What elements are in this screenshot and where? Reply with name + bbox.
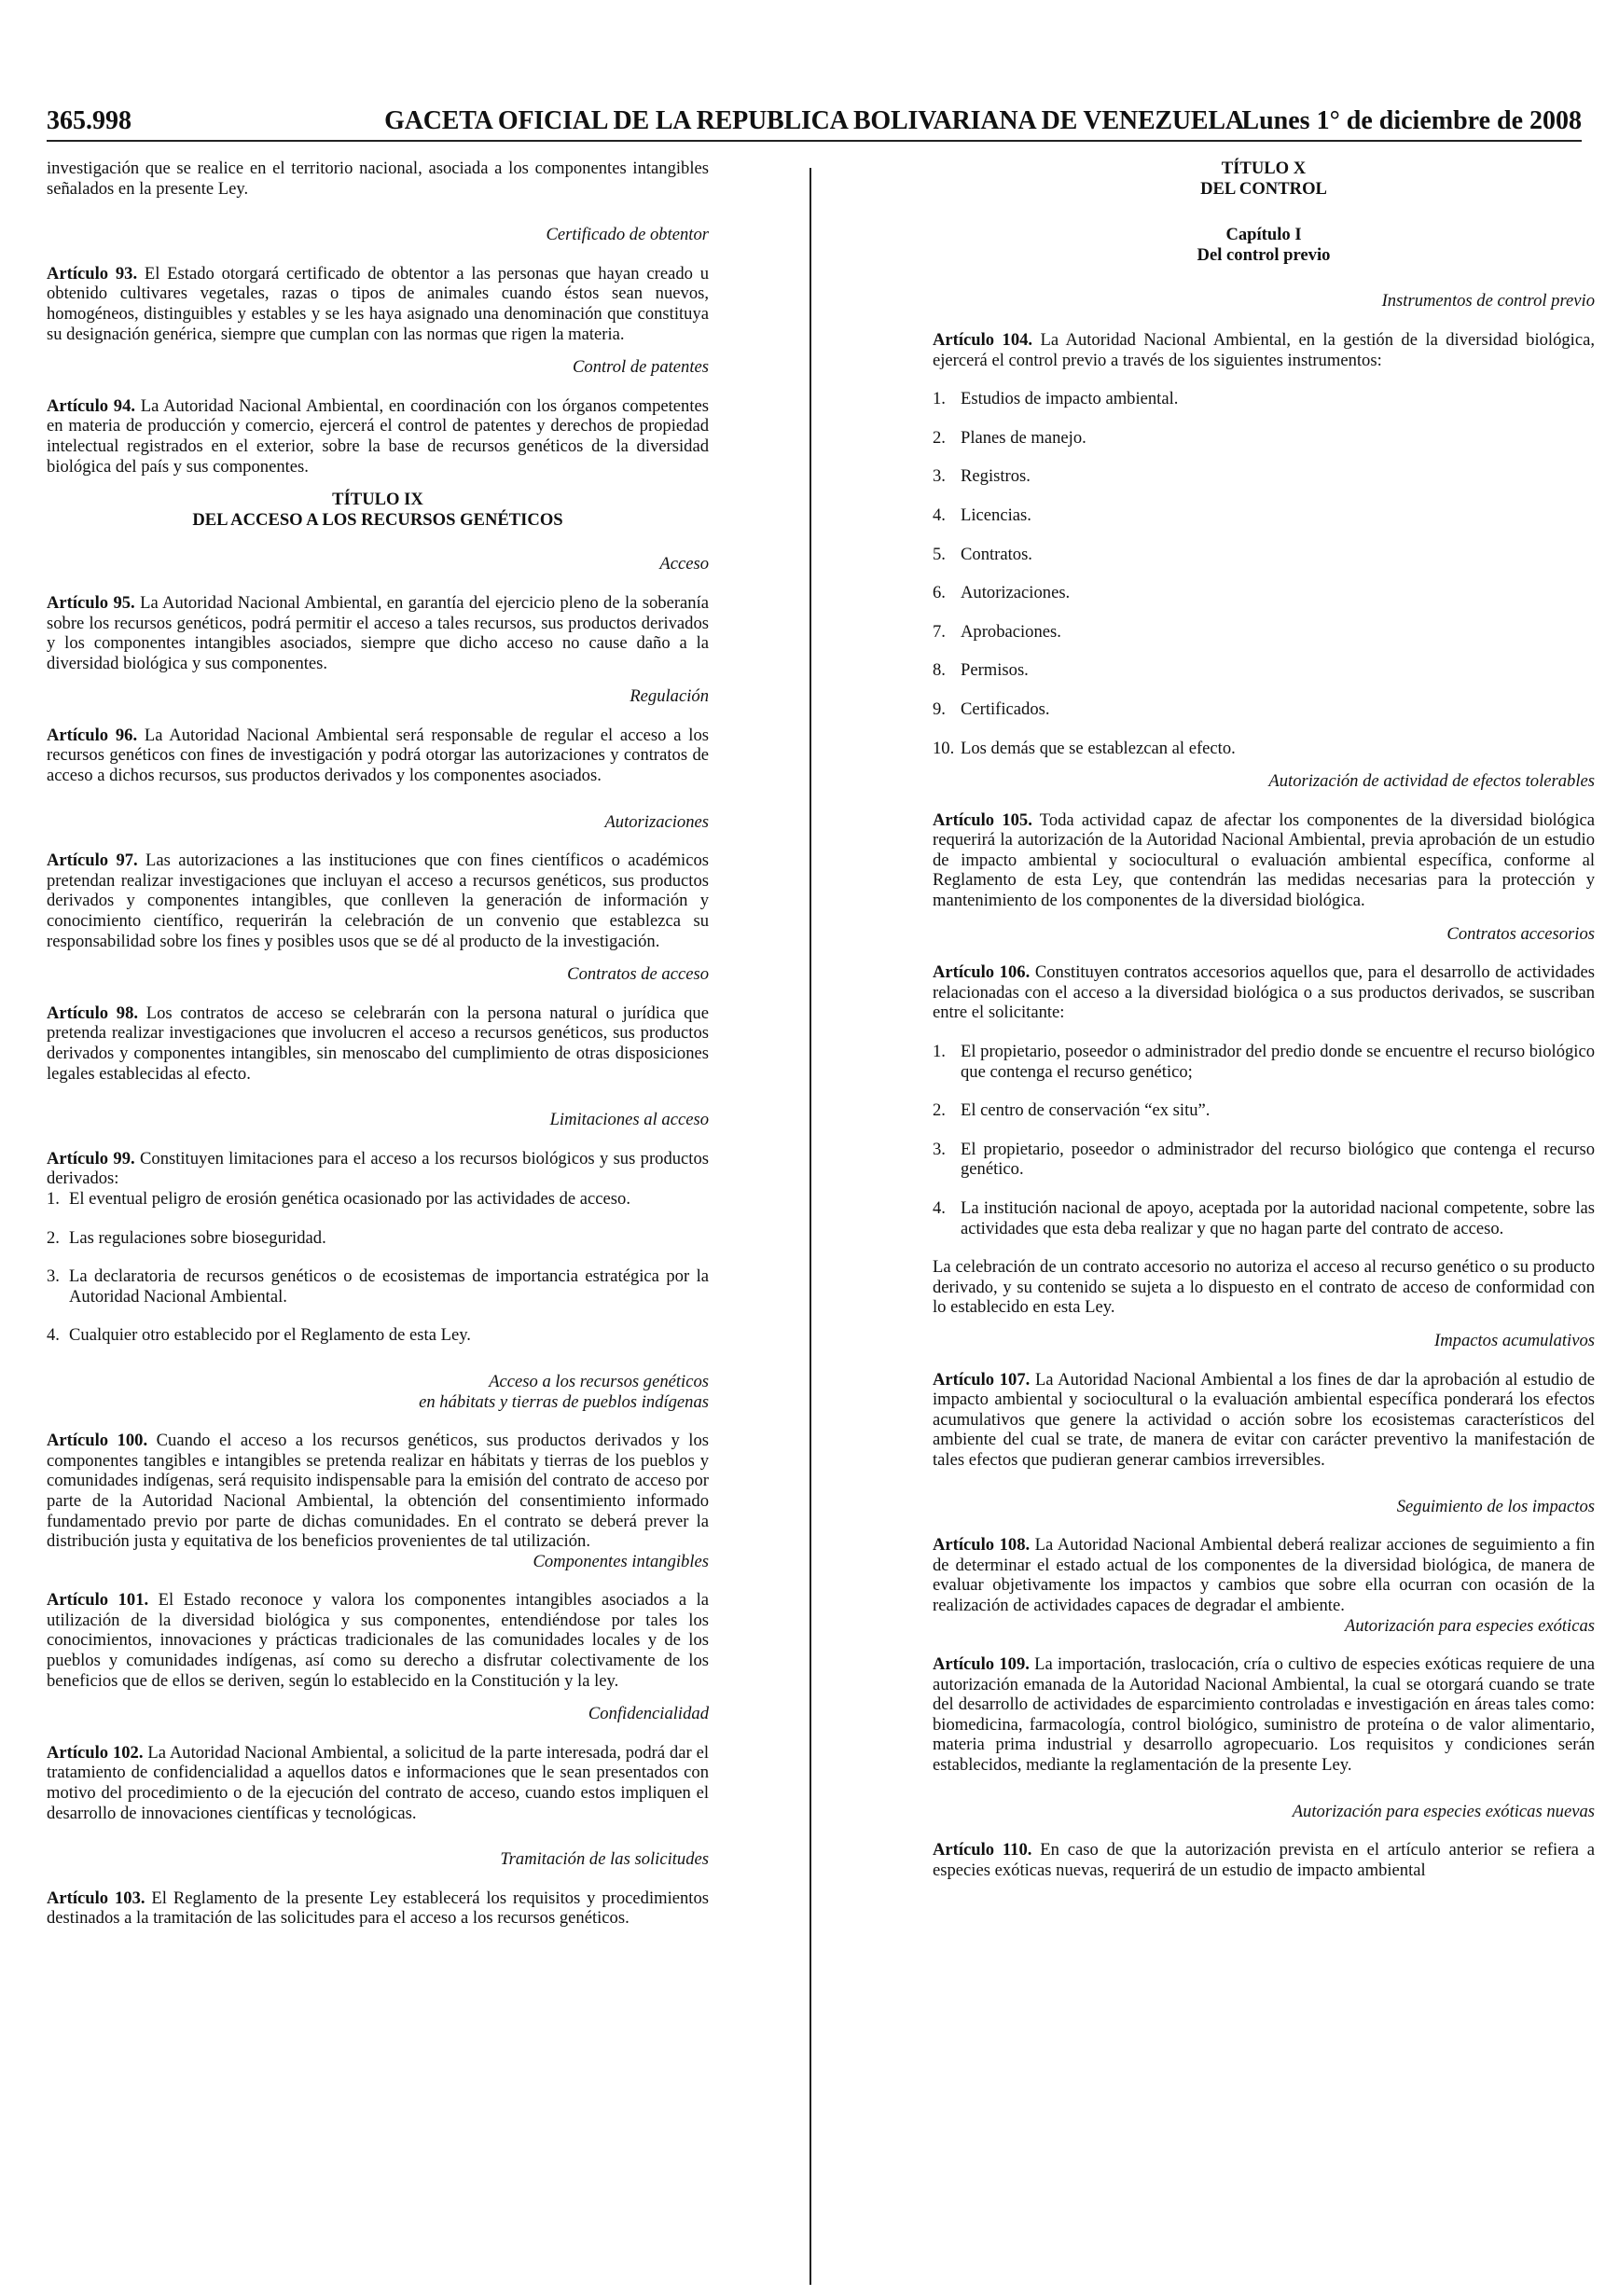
titulo-ix: TÍTULO IX xyxy=(332,490,423,510)
article-102-label: Artículo 102. xyxy=(47,1742,144,1763)
list-item-text: Cualquier otro establecido por el Reglamento de esta Ley. xyxy=(69,1325,471,1346)
article-99-text: Constituyen limitaciones para el acceso a los recursos biológicos y sus productos derivados: xyxy=(47,1148,709,1189)
article-108-text: La Autoridad Nacional Ambiental deberá realizar acciones de seguimiento a fin de determinar el estado actual de los componentes de la diversidad biológica, de manera de evaluar objetivamente los impactos y cambios que sobre ella ocurran con ocasión de la realización de actividades capaces de degradar el ambiente. xyxy=(933,1535,1595,1615)
heading-art-96: Regulación xyxy=(630,686,709,707)
list-item xyxy=(933,583,1595,603)
list-item-number: 9. xyxy=(933,698,946,719)
list-item-number: 7. xyxy=(933,621,946,642)
list-item-text: El eventual peligro de erosión genética ocasionado por las actividades de acceso. xyxy=(69,1188,630,1209)
list-item xyxy=(933,505,1595,526)
article-97-text: Las autorizaciones a las instituciones que con fines científicos o académicos pretendan realizar investigaciones que incluyan el acceso a recursos genéticos, sus productos derivados y componentes intangibles, que conlleven la generación de información y conocimiento científico, requerirán la celebración de un convenio que establezca su responsabilidad sobre los fines y posibles usos que se dé al producto de la investigación. xyxy=(47,851,709,951)
article-110-label: Artículo 110. xyxy=(933,1840,1032,1860)
heading-art-108: Seguimiento de los impactos xyxy=(1396,1496,1595,1516)
article-107 xyxy=(933,1370,1595,1471)
right-column xyxy=(933,159,1595,1880)
article-96-text: La Autoridad Nacional Ambiental será responsable de regular el acceso a los recursos genéticos con fines de investigación y podrá otorgar las autorizaciones y contratos de acceso a dichos recursos, sus productos derivados y los componentes asociados. xyxy=(47,725,709,786)
list-item-text: Licencias. xyxy=(961,505,1031,525)
list-item-text: Aprobaciones. xyxy=(961,621,1061,642)
list-item xyxy=(933,622,1595,643)
article-110 xyxy=(933,1840,1595,1880)
article-98-label: Artículo 98. xyxy=(47,1003,139,1023)
article-108-label: Artículo 108. xyxy=(933,1535,1031,1556)
list-item-text: El centro de conservación “ex situ”. xyxy=(961,1100,1211,1121)
article-108 xyxy=(933,1535,1595,1615)
list-item-text: Certificados. xyxy=(961,698,1050,719)
article-93-label: Artículo 93. xyxy=(47,263,138,284)
list-item xyxy=(933,1198,1595,1238)
left-column xyxy=(47,159,709,1929)
article-103 xyxy=(47,1888,709,1929)
list-item xyxy=(47,1266,709,1307)
list-item-number: 3. xyxy=(47,1266,60,1287)
list-item xyxy=(47,1228,709,1249)
continued-paragraph: investigación que se realice en el territorio nacional, asociada a los componentes intangibles señalados en la presente Ley. xyxy=(47,159,709,199)
list-item-number: 5. xyxy=(933,544,946,564)
article-95 xyxy=(47,593,709,673)
list-item-number: 2. xyxy=(47,1227,60,1248)
article-100 xyxy=(47,1431,709,1552)
list-item-number: 4. xyxy=(47,1325,60,1346)
list-item-number: 3. xyxy=(933,1139,946,1159)
heading-art-93: Certificado de obtentor xyxy=(546,225,709,245)
article-105 xyxy=(933,810,1595,911)
heading-art-110: Autorización para especies exóticas nuevas xyxy=(1292,1801,1595,1821)
list-item-text: Los demás que se establezcan al efecto. xyxy=(961,738,1236,758)
article-95-text: La Autoridad Nacional Ambiental, en garantía del ejercicio pleno de la soberanía sobre los recursos genéticos, podrá permitir el acceso a tales recursos, sus productos derivados y los componentes intangibles asociados, siempre que dicho acceso no cause daño a la diversidad biológica y sus componentes. xyxy=(47,592,709,673)
capitulo-i-subtitle: Del control previo xyxy=(1197,244,1331,265)
article-93 xyxy=(47,264,709,344)
titulo-x-subtitle: DEL CONTROL xyxy=(1200,178,1327,199)
issue-date: Lunes 1° de diciembre de 2008 xyxy=(1241,106,1582,135)
list-item-text: Registros. xyxy=(961,466,1031,487)
article-106-text: Constituyen contratos accesorios aquellos que, para el desarrollo de actividades relacionadas con el acceso a la diversidad biológica o a sus productos derivados, se suscriban entre el solicitante: xyxy=(933,962,1595,1023)
heading-art-95: Acceso xyxy=(659,554,709,574)
list-item-text: La institución nacional de apoyo, aceptada por la autoridad nacional competente, sobre las actividades que esta deba realizar y que no hagan parte del contrato de acceso. xyxy=(961,1198,1595,1238)
gazette-title: GACETA OFICIAL DE LA REPUBLICA BOLIVARIANA DE VENEZUELA xyxy=(384,106,1244,135)
list-item xyxy=(933,428,1595,449)
list-item-number: 2. xyxy=(933,427,946,448)
list-item xyxy=(933,389,1595,409)
article-104-label: Artículo 104. xyxy=(933,329,1033,350)
article-101-label: Artículo 101. xyxy=(47,1590,149,1611)
article-93-text: El Estado otorgará certificado de obtentor a las personas que hayan creado u obtenido cultivares vegetales, razas o tipos de animales cuando éstos sean nuevos, homogéneos, distinguibles y estables y se les haya asignado una denominación que constituya su designación genérica, siempre que cumplan con las normas que rigen la materia. xyxy=(47,263,709,344)
list-item-text: La declaratoria de recursos genéticos o de ecosistemas de importancia estratégica por la Autoridad Nacional Ambiental. xyxy=(69,1266,709,1307)
titulo-ix-subtitle: DEL ACCESO A LOS RECURSOS GENÉTICOS xyxy=(192,509,563,530)
article-106-label: Artículo 106. xyxy=(933,962,1031,983)
article-104-list xyxy=(933,389,1595,758)
list-item xyxy=(47,1325,709,1346)
article-99-label: Artículo 99. xyxy=(47,1148,135,1169)
article-106-list xyxy=(933,1042,1595,1238)
list-item xyxy=(933,1100,1595,1121)
list-item xyxy=(933,466,1595,487)
heading-art-100-line1: Acceso a los recursos genéticos xyxy=(489,1371,709,1391)
article-104 xyxy=(933,330,1595,370)
article-103-text: El Reglamento de la presente Ley establecerá los requisitos y procedimientos destinados a la tramitación de las solicitudes para el acceso a los recursos genéticos. xyxy=(47,1888,709,1929)
list-item-number: 10. xyxy=(933,738,955,758)
heading-art-106: Contratos accesorios xyxy=(1446,923,1595,944)
titulo-x: TÍTULO X xyxy=(1221,159,1307,178)
list-item xyxy=(933,739,1595,759)
heading-art-100-line2: en hábitats y tierras de pueblos indígenas xyxy=(419,1391,709,1412)
list-item xyxy=(47,1189,709,1210)
article-102 xyxy=(47,1743,709,1823)
list-item-text: Permisos. xyxy=(961,660,1029,681)
heading-art-101: Componentes intangibles xyxy=(533,1551,709,1571)
heading-art-99: Limitaciones al acceso xyxy=(549,1110,709,1130)
heading-art-104: Instrumentos de control previo xyxy=(1381,291,1595,311)
article-106-closing: La celebración de un contrato accesorio no autoriza el acceso al recurso genético o su producto derivado, y su contenido se sujeta a lo dispuesto en el contrato de acceso de conformidad con lo establecido en esta Ley. xyxy=(933,1257,1595,1318)
article-105-text: Toda actividad capaz de afectar los componentes de la diversidad biológica requerirá la autorización de la Autoridad Nacional Ambiental, previa aprobación de un estudio de impacto ambiental y sociocultural o evaluación ambiental específica, conforme al Reglamento de esta Ley, que contendrán las medidas necesarias para la protección y mantenimiento de los componentes de la diversidad biológica. xyxy=(933,809,1595,911)
list-item-number: 2. xyxy=(933,1100,946,1121)
article-98-text: Los contratos de acceso se celebrarán con la persona natural o jurídica que pretenda realizar investigaciones que involucren el acceso a recursos genéticos, sus productos derivados y componentes intangibles, sin menoscabo del cumplimiento de otras disposiciones legales establecidas al efecto. xyxy=(47,1003,709,1084)
article-94-label: Artículo 94. xyxy=(47,395,136,416)
article-99-list xyxy=(47,1189,709,1346)
article-101-text: El Estado reconoce y valora los componentes intangibles asociados a la utilización de la diversidad biológica y sus componentes, entendiéndose por tales los conocimientos, innovaciones y prácticas tradicionales de las comunidades locales y de los pueblos y comunidades indígenas, así como su derecho a disfrutar colectivamente de los beneficios que de ellos se deriven, según lo establecido en la Constitución y la ley. xyxy=(47,1590,709,1691)
list-item xyxy=(933,699,1595,720)
article-105-label: Artículo 105. xyxy=(933,809,1032,830)
heading-art-102: Confidencialidad xyxy=(588,1704,709,1724)
list-item-number: 6. xyxy=(933,583,946,603)
article-101 xyxy=(47,1590,709,1691)
heading-art-98: Contratos de acceso xyxy=(567,964,709,985)
article-102-text: La Autoridad Nacional Ambiental, a solicitud de la parte interesada, podrá dar el tratamiento de confidencialidad a aquellos datos e informaciones que le sean presentados con motivo del procedimiento o de la ejecución del contrato de acceso, cuando estos impliquen el desarrollo de innovaciones científicas y tecnológicas. xyxy=(47,1742,709,1823)
article-98 xyxy=(47,1003,709,1084)
heading-art-103: Tramitación de las solicitudes xyxy=(500,1849,709,1870)
capitulo-i: Capítulo I xyxy=(1225,225,1302,245)
list-item-text: Las regulaciones sobre bioseguridad. xyxy=(69,1227,326,1248)
article-109-text: La importación, traslocación, cría o cultivo de especies exóticas requiere de una autorización emanada de la Autoridad Nacional Ambiental, la cual se otorgará cuando se trate del desarrollo de actividades de esparcimiento controladas e investigación en áreas tales como: biomedicina, farmacología, control biológico, suministro de proteína o de valor alimentario, materia prima industrial y desarrollo agropecuario. Los requisitos y condiciones serán establecidos, mediante la reglamentación de la presente Ley. xyxy=(933,1654,1595,1776)
article-96-label: Artículo 96. xyxy=(47,725,138,745)
article-106 xyxy=(933,962,1595,1023)
heading-art-107: Impactos acumulativos xyxy=(1434,1330,1595,1350)
article-103-label: Artículo 103. xyxy=(47,1888,145,1908)
list-item-number: 8. xyxy=(933,660,946,681)
list-item-text: El propietario, poseedor o administrador del predio donde se encuentre el recurso biológico que contenga el recurso genético; xyxy=(961,1042,1595,1082)
heading-art-97: Autorizaciones xyxy=(604,811,709,832)
article-107-label: Artículo 107. xyxy=(933,1369,1031,1390)
list-item xyxy=(933,1140,1595,1180)
list-item-text: Autorizaciones. xyxy=(961,583,1071,603)
list-item-number: 4. xyxy=(933,1198,946,1218)
list-item xyxy=(933,660,1595,681)
article-104-text: La Autoridad Nacional Ambiental, en la gestión de la diversidad biológica, ejercerá el control previo a través de los siguientes instrumentos: xyxy=(933,329,1595,370)
heading-art-94: Control de patentes xyxy=(573,357,709,378)
heading-art-109: Autorización para especies exóticas xyxy=(1344,1615,1595,1636)
list-item-text: Estudios de impacto ambiental. xyxy=(961,389,1179,409)
list-item-text: Planes de manejo. xyxy=(961,427,1086,448)
heading-art-105: Autorización de actividad de efectos tolerables xyxy=(1268,771,1595,792)
article-95-label: Artículo 95. xyxy=(47,592,135,613)
list-item-number: 1. xyxy=(933,1042,946,1062)
article-99 xyxy=(47,1149,709,1189)
article-94 xyxy=(47,396,709,477)
list-item xyxy=(933,1042,1595,1082)
list-item-number: 1. xyxy=(47,1188,60,1209)
list-item-number: 3. xyxy=(933,466,946,487)
article-109-label: Artículo 109. xyxy=(933,1654,1030,1675)
article-94-text: La Autoridad Nacional Ambiental, en coordinación con los órganos competentes en materia de producción y comercio, ejercerá el control de patentes y derechos de propiedad intelectual registrados en el exterior, sobre la base de recursos genéticos de la diversidad biológica del país y sus componentes. xyxy=(47,395,709,477)
article-97 xyxy=(47,851,709,951)
list-item-number: 1. xyxy=(933,389,946,409)
column-divider xyxy=(810,168,811,2285)
list-item xyxy=(933,545,1595,565)
page-header xyxy=(47,101,1582,142)
article-109 xyxy=(933,1654,1595,1776)
article-100-label: Artículo 100. xyxy=(47,1431,148,1451)
article-96 xyxy=(47,726,709,786)
article-107-text: La Autoridad Nacional Ambiental a los fines de dar la aprobación al estudio de impacto ambiental y sociocultural o la evaluación ambiental específica ponderará los efectos acumulativos que genere la actividad o acción sobre los ecosistemas característicos del ambiente del cual se trate, de manera de evitar con carácter preventivo la manifestación de tales efectos que pudieran generar cambios irreversibles. xyxy=(933,1369,1595,1470)
list-item-text: El propietario, poseedor o administrador del recurso biológico que contenga el recurso genético. xyxy=(961,1139,1595,1180)
article-97-label: Artículo 97. xyxy=(47,851,138,871)
article-110-text: En caso de que la autorización prevista en el artículo anterior se refiera a especies exóticas nuevas, requerirá de un estudio de impacto ambiental xyxy=(933,1840,1595,1880)
list-item-text: Contratos. xyxy=(961,544,1032,564)
article-100-text: Cuando el acceso a los recursos genéticos, sus productos derivados y los componentes tangibles e intangibles se pretenda realizar en hábitats y tierras de los pueblos y comunidades indígenas, será requisito indispensable para la emisión del contrato de acceso por parte de la Autoridad Nacional Ambiental, la obtención del consentimiento informado fundamentado previo por parte de dichas comunidades. En el contrato se deberá prever la distribución justa y equitativa de los beneficios provenientes de tal utilización. xyxy=(47,1431,709,1552)
list-item-number: 4. xyxy=(933,505,946,525)
page-number: 365.998 xyxy=(47,106,131,135)
